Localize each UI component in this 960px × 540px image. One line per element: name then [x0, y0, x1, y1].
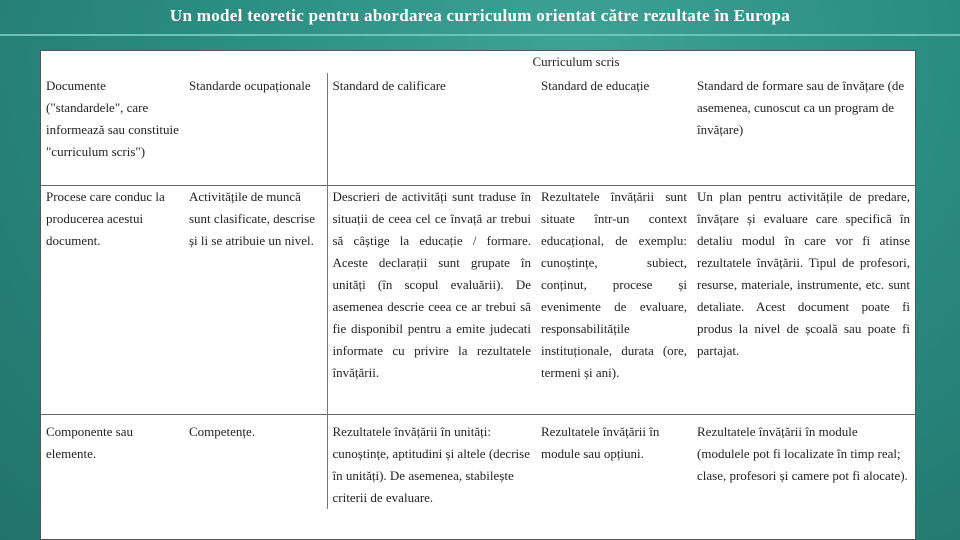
cell-row2-col3: Descrieri de activități sunt traduse în situații de ceea cel ce învață ar trebui să câștige la educație / formare. Aceste declarații sunt grupate în unități (în scopul evaluării). De asemenea descrie ceea ce ar trebui să fie disponibil pentru a emite judecati informate cu privire la rezultatele învățării.: [327, 186, 536, 415]
cell-row3-col1: Componente sau elemente.: [41, 415, 184, 510]
cell-row2-col5: Un plan pentru activitățile de predare, învățare și evaluare care specifică în detaliu modul în care vor fi atinse rezultatele învățării. Tipul de profesori, resurse, materiale, instrumente, etc. sunt detaliate. Acest document poate fi produs la nivel de școală sau poate fi partajat.: [692, 186, 915, 415]
cell-row1-col1: Documente ("standardele", care informează sau constituie "curriculum scris"): [46, 78, 179, 159]
cell-row3-col5: Rezultatele învățării în module (modulele pot fi localizate în timp real; clase, profesori și camere pot fi alocate).: [692, 415, 915, 510]
cell-row1-col2: Standarde ocupaționale: [184, 73, 327, 186]
cell-row3-col3: Rezultatele învățării în unități: cunoștințe, aptitudini și altele (decrise în unități). De asemenea, stabilește criterii de evaluare.: [327, 415, 536, 510]
cell-row1-col4: Standard de educație: [541, 78, 650, 93]
title-underline: [0, 34, 960, 36]
group-header: Curriculum scris: [532, 54, 620, 69]
curriculum-grid: [41, 51, 915, 509]
table-row: [41, 415, 915, 510]
cell-row2-col4: Rezultatele învățării sunt situate într-un context educațional, de exemplu: cunoștințe, subiect, conținut, procese și evenimente de evaluare, responsabilitățile instituționale, durata (ore, termeni și ani).: [536, 186, 692, 415]
slide-title: Un model teoretic pentru abordarea curriculum orientat către rezultate în Europa: [169, 6, 791, 25]
table-row: [41, 186, 915, 415]
cell-row2-col1: Procese care conduc la producerea acestui document.: [41, 186, 184, 415]
cell-row3-col4: Rezultatele învățării în module sau opțiuni.: [536, 415, 692, 510]
cell-row1-col5: Standard de formare sau de învățare (de asemenea, cunoscut ca un program de învățare): [697, 78, 905, 137]
cell-row2-col2: Activitățile de muncă sunt clasificate, descrise și li se atribuie un nivel.: [184, 186, 327, 415]
header-empty-cell: [41, 51, 327, 73]
cell-row1-col3: Standard de calificare: [332, 78, 446, 93]
table-row: [41, 73, 915, 186]
curriculum-table: [40, 50, 916, 540]
cell-row3-col2: Competențe.: [184, 415, 327, 510]
table-header-row: [41, 51, 915, 73]
